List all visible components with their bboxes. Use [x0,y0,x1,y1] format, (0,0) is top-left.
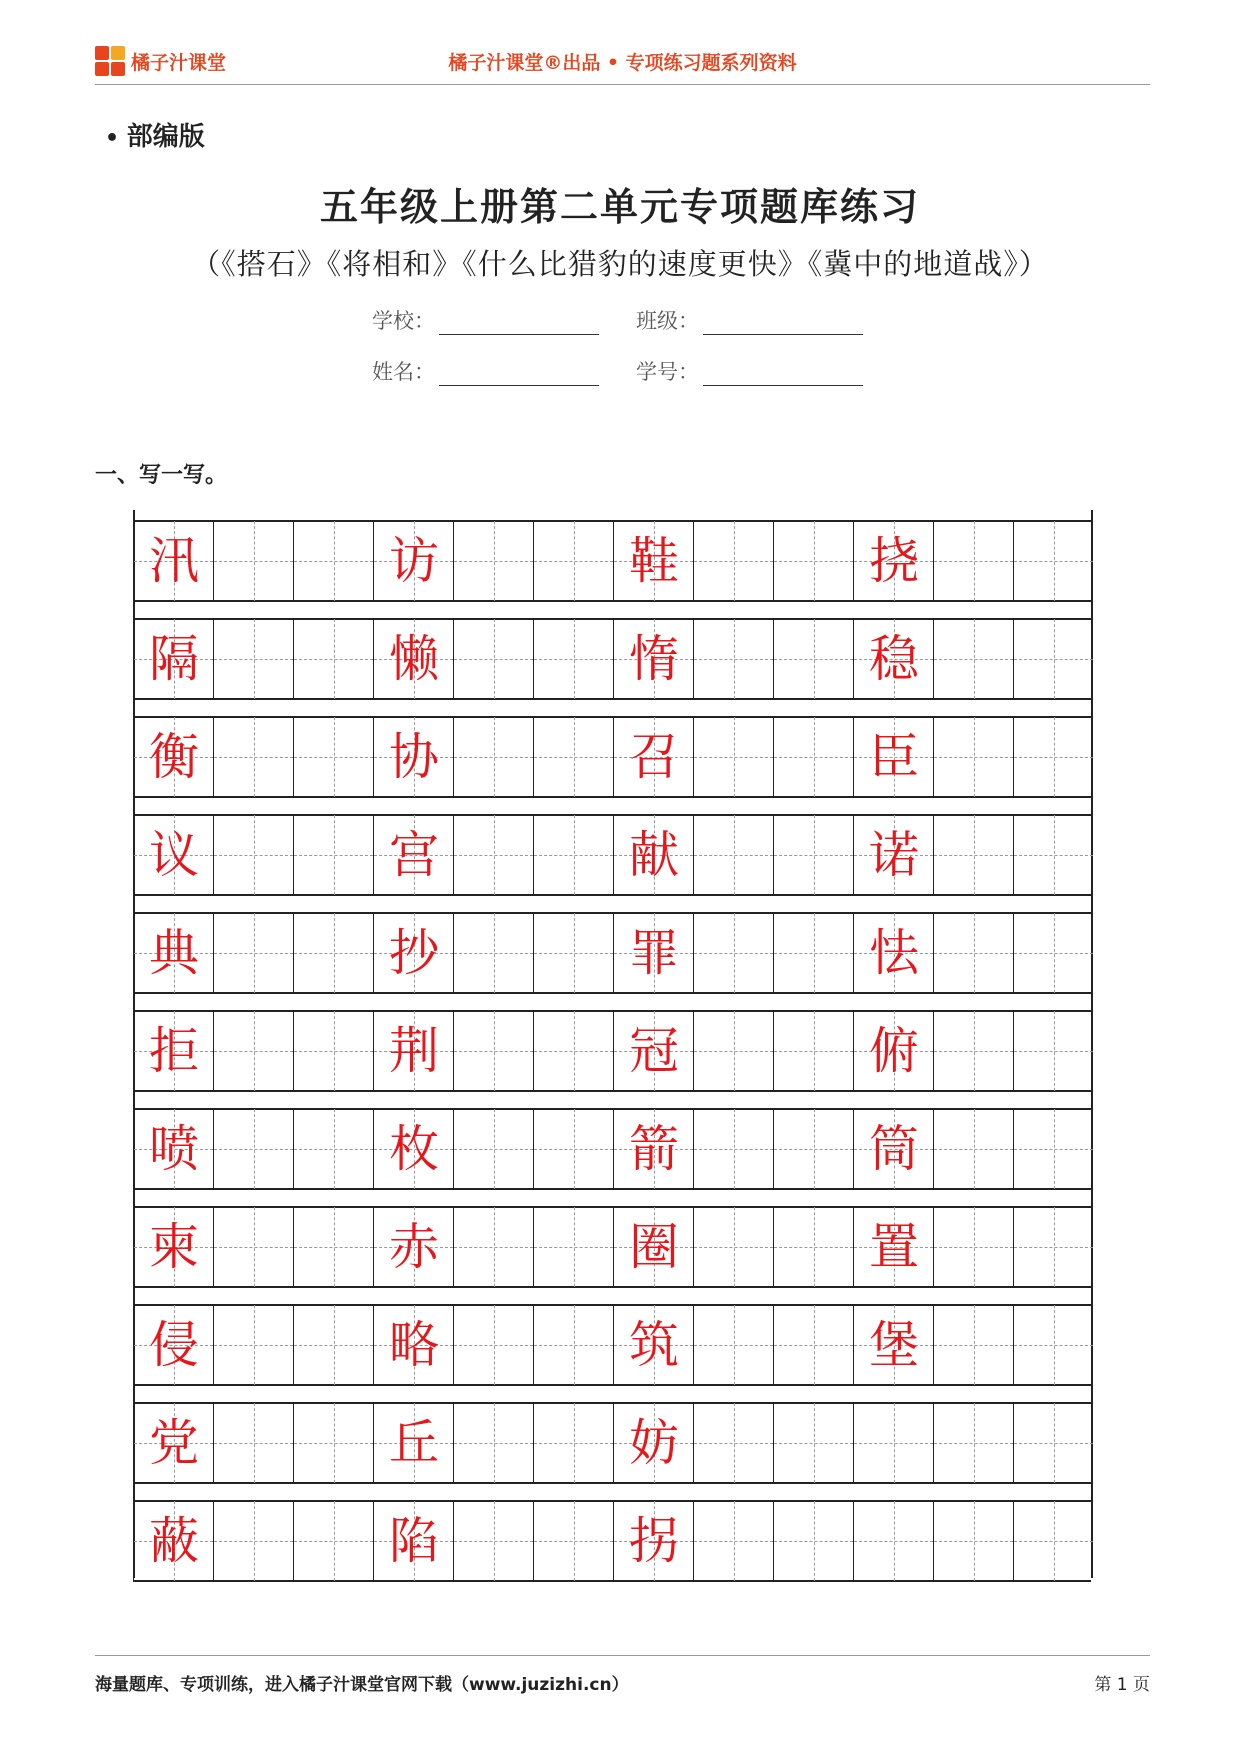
writing-cell[interactable] [133,1109,213,1189]
model-character: 置 [869,1218,919,1276]
writing-cell[interactable] [213,1109,293,1189]
model-character: 陷 [389,1512,439,1570]
writing-cell[interactable] [693,1403,773,1483]
writing-cell[interactable] [853,1403,933,1483]
model-character: 拐 [629,1512,679,1570]
writing-cell[interactable] [533,521,613,601]
writing-cell[interactable] [293,1011,373,1091]
grid-row [133,1402,1091,1484]
writing-cell[interactable] [213,1403,293,1483]
grid-row [133,716,1091,798]
model-character: 丘 [389,1414,439,1472]
model-character: 臣 [869,728,919,786]
model-character: 稳 [869,630,919,688]
page-subtitle: （《搭石》《将相和》《什么比猎豹的速度更快》《冀中的地道战》） [191,247,1049,281]
writing-cell[interactable] [533,1305,613,1385]
section-heading: 一、写一写。 [95,463,228,488]
writing-cell[interactable] [133,521,213,601]
writing-cell[interactable] [213,1501,293,1581]
model-character: 枚 [389,1120,439,1178]
writing-cell[interactable] [293,815,373,895]
school-field[interactable] [372,305,636,335]
writing-cell[interactable] [693,717,773,797]
writing-cell[interactable] [613,1305,693,1385]
writing-cell[interactable] [853,1109,933,1189]
writing-cell[interactable] [773,1501,853,1581]
writing-cell[interactable] [213,1011,293,1091]
writing-cell[interactable] [693,1305,773,1385]
writing-cell[interactable] [533,1109,613,1189]
model-character: 衡 [149,728,199,786]
model-character: 俯 [869,1022,919,1080]
writing-cell[interactable] [293,619,373,699]
writing-cell[interactable] [133,619,213,699]
writing-cell[interactable] [213,619,293,699]
writing-cell[interactable] [613,815,693,895]
page-number: 第 1 页 [1094,1675,1150,1695]
grid-row [133,1304,1091,1386]
model-character [854,1501,934,1581]
writing-cell[interactable] [213,1207,293,1287]
writing-cell[interactable] [373,1207,453,1287]
writing-cell[interactable] [373,1403,453,1483]
writing-cell[interactable] [373,619,453,699]
writing-cell[interactable] [453,1109,533,1189]
writing-cell[interactable] [1013,1403,1093,1483]
writing-cell[interactable] [773,521,853,601]
model-character: 堡 [869,1316,919,1374]
writing-cell[interactable] [293,717,373,797]
school-blank[interactable] [439,312,599,335]
grid-row [133,1206,1091,1288]
writing-cell[interactable] [213,717,293,797]
writing-cell[interactable] [453,1207,533,1287]
class-field[interactable] [636,305,900,335]
writing-cell[interactable] [693,913,773,993]
writing-cell[interactable] [453,1403,533,1483]
writing-cell[interactable] [613,1011,693,1091]
model-character: 宫 [389,826,439,884]
model-character: 侵 [149,1316,199,1374]
writing-cell[interactable] [933,913,1013,993]
grid-row [133,520,1091,602]
writing-cell[interactable] [853,1501,933,1581]
model-character: 蔽 [149,1512,199,1570]
model-character [854,1403,934,1483]
header-title: 橘子汁课堂®出品 • 专项练习题系列资料 [448,52,797,74]
writing-cell[interactable] [933,521,1013,601]
writing-cell[interactable] [453,521,533,601]
writing-cell[interactable] [453,619,533,699]
writing-cell[interactable] [613,1403,693,1483]
grid-row [133,1108,1091,1190]
grid-row [133,814,1091,896]
writing-cell[interactable] [213,815,293,895]
writing-cell[interactable] [613,1207,693,1287]
page-header [95,40,1150,85]
model-character: 冠 [629,1022,679,1080]
writing-cell[interactable] [773,1109,853,1189]
model-character: 箭 [629,1120,679,1178]
model-character: 筒 [869,1120,919,1178]
writing-cell[interactable] [293,1403,373,1483]
model-character: 隔 [149,630,199,688]
writing-cell[interactable] [1013,1011,1093,1091]
form-row-1 [372,305,900,335]
writing-cell[interactable] [933,815,1013,895]
writing-cell[interactable] [1013,1207,1093,1287]
writing-cell[interactable] [933,1501,1013,1581]
model-character: 怯 [869,924,919,982]
writing-cell[interactable] [293,521,373,601]
writing-cell[interactable] [1013,913,1093,993]
model-character: 协 [389,728,439,786]
writing-cell[interactable] [613,913,693,993]
writing-cell[interactable] [293,913,373,993]
writing-cell[interactable] [693,1501,773,1581]
writing-cell[interactable] [133,717,213,797]
model-character: 妨 [629,1414,679,1472]
writing-cell[interactable] [933,1011,1013,1091]
writing-cell[interactable] [773,815,853,895]
writing-cell[interactable] [293,1207,373,1287]
writing-cell[interactable] [933,1305,1013,1385]
model-character: 党 [149,1414,199,1472]
edition-label: • 部编版 [105,116,205,153]
writing-cell[interactable] [773,1305,853,1385]
model-character: 典 [149,924,199,982]
writing-cell[interactable] [453,1305,533,1385]
page-footer [95,1655,1150,1695]
writing-cell[interactable] [533,1501,613,1581]
writing-cell[interactable] [693,1207,773,1287]
model-character: 懒 [389,630,439,688]
writing-cell[interactable] [133,815,213,895]
class-label: 班级： [636,309,699,333]
writing-cell[interactable] [453,913,533,993]
writing-cell[interactable] [613,1109,693,1189]
model-character: 抄 [389,924,439,982]
writing-cell[interactable] [613,1501,693,1581]
writing-cell[interactable] [613,619,693,699]
writing-cell[interactable] [933,1109,1013,1189]
writing-cell[interactable] [693,1109,773,1189]
model-character: 诺 [869,826,919,884]
writing-cell[interactable] [533,619,613,699]
name-label: 姓名： [372,360,435,384]
writing-cell[interactable] [693,1011,773,1091]
writing-cell[interactable] [773,1011,853,1091]
writing-cell[interactable] [693,815,773,895]
writing-cell[interactable] [1013,815,1093,895]
writing-cell[interactable] [453,717,533,797]
model-character: 荆 [389,1022,439,1080]
model-character: 议 [149,826,199,884]
writing-cell[interactable] [533,717,613,797]
writing-cell[interactable] [773,619,853,699]
writing-grid [133,510,1091,1578]
writing-cell[interactable] [853,1011,933,1091]
writing-cell[interactable] [853,1305,933,1385]
writing-cell[interactable] [773,1207,853,1287]
model-character: 献 [629,826,679,884]
model-character: 喷 [149,1120,199,1178]
grid-row [133,618,1091,700]
writing-cell[interactable] [373,1011,453,1091]
writing-cell[interactable] [693,619,773,699]
writing-cell[interactable] [293,1305,373,1385]
logo-text: 橘子汁课堂 [131,51,227,74]
grid-row [133,1010,1091,1092]
writing-cell[interactable] [293,1501,373,1581]
writing-cell[interactable] [773,717,853,797]
writing-cell[interactable] [853,521,933,601]
number-blank[interactable] [703,363,863,386]
writing-cell[interactable] [773,913,853,993]
writing-cell[interactable] [373,1109,453,1189]
writing-cell[interactable] [213,521,293,601]
writing-cell[interactable] [1013,521,1093,601]
model-character: 圈 [629,1218,679,1276]
writing-cell[interactable] [613,717,693,797]
writing-cell[interactable] [613,521,693,601]
writing-cell[interactable] [373,815,453,895]
name-blank[interactable] [439,363,599,386]
writing-cell[interactable] [1013,1109,1093,1189]
writing-cell[interactable] [533,1011,613,1091]
model-character: 汛 [149,532,199,590]
writing-cell[interactable] [1013,619,1093,699]
writing-cell[interactable] [933,1207,1013,1287]
writing-cell[interactable] [213,1305,293,1385]
grid-row [133,1500,1091,1582]
writing-cell[interactable] [853,913,933,993]
model-character: 惰 [629,630,679,688]
school-label: 学校： [372,309,435,333]
writing-cell[interactable] [933,1403,1013,1483]
footer-text: 海量题库、专项训练，进入橘子汁课堂官网下载（www.juzizhi.cn） [95,1675,629,1695]
writing-cell[interactable] [373,913,453,993]
model-character: 访 [389,532,439,590]
writing-cell[interactable] [773,1403,853,1483]
model-character: 柬 [149,1218,199,1276]
writing-cell[interactable] [853,1207,933,1287]
writing-cell[interactable] [133,1305,213,1385]
writing-cell[interactable] [533,913,613,993]
writing-cell[interactable] [373,717,453,797]
writing-cell[interactable] [453,1501,533,1581]
writing-cell[interactable] [1013,717,1093,797]
writing-cell[interactable] [293,1109,373,1189]
writing-cell[interactable] [373,521,453,601]
writing-cell[interactable] [133,1403,213,1483]
model-character: 鞋 [629,532,679,590]
model-character: 拒 [149,1022,199,1080]
writing-cell[interactable] [453,815,533,895]
name-field[interactable] [372,356,636,386]
model-character: 罪 [629,924,679,982]
writing-cell[interactable] [853,619,933,699]
page-title: 五年级上册第二单元专项题库练习 [319,184,920,229]
writing-cell[interactable] [853,815,933,895]
model-character: 挠 [869,532,919,590]
writing-cell[interactable] [853,717,933,797]
writing-cell[interactable] [1013,1305,1093,1385]
grid-row [133,912,1091,994]
number-label: 学号： [636,360,699,384]
class-blank[interactable] [703,312,863,335]
form-row-2 [372,356,900,386]
writing-cell[interactable] [133,1207,213,1287]
model-character: 略 [389,1316,439,1374]
writing-cell[interactable] [213,913,293,993]
model-character: 筑 [629,1316,679,1374]
writing-cell[interactable] [533,1403,613,1483]
model-character: 赤 [389,1218,439,1276]
writing-cell[interactable] [133,913,213,993]
writing-cell[interactable] [933,717,1013,797]
number-field[interactable] [636,356,900,386]
writing-cell[interactable] [693,521,773,601]
model-character: 召 [629,728,679,786]
writing-cell[interactable] [1013,1501,1093,1581]
writing-cell[interactable] [933,619,1013,699]
writing-cell[interactable] [133,1501,213,1581]
writing-cell[interactable] [373,1305,453,1385]
writing-cell[interactable] [453,1011,533,1091]
writing-cell[interactable] [373,1501,453,1581]
writing-cell[interactable] [533,815,613,895]
writing-cell[interactable] [533,1207,613,1287]
writing-cell[interactable] [133,1011,213,1091]
